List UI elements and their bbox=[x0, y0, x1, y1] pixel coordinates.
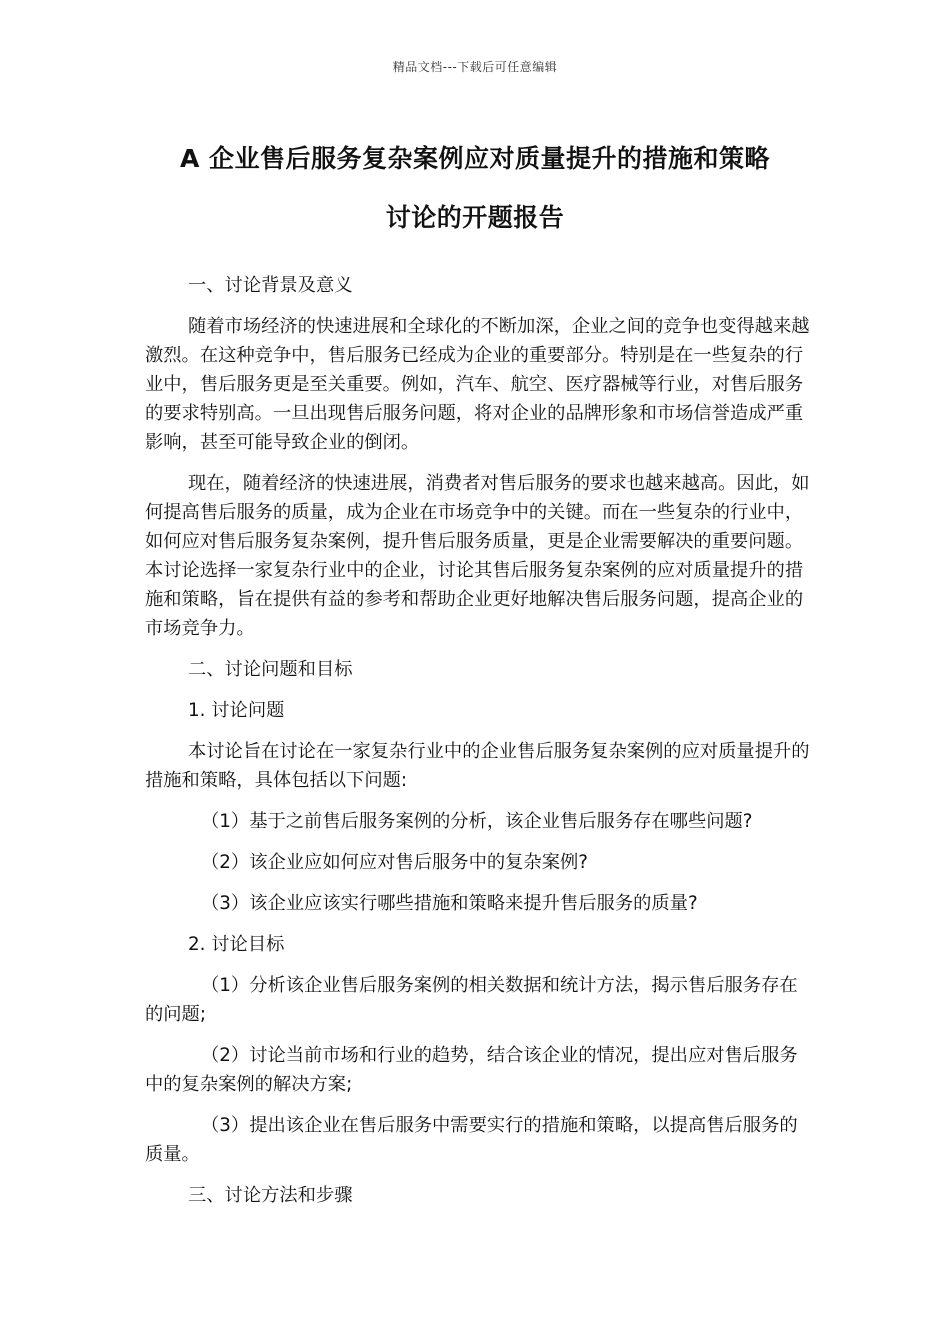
question-item: （3）该企业应该实行哪些措施和策略来提升售后服务的质量? bbox=[201, 893, 698, 914]
paragraph-questions-intro: 本讨论旨在讨论在一家复杂行业中的企业售后服务复杂案例的应对质量提升的措施和策略，具体包括以下问题: bbox=[145, 741, 810, 791]
document-body bbox=[145, 271, 813, 1222]
document-title-line-1: A 企业售后服务复杂案例应对质量提升的措施和策略 bbox=[179, 144, 771, 173]
header-note: 精品文档---下载后可任意编辑 bbox=[392, 60, 558, 74]
document-title-line-2: 讨论的开题报告 bbox=[385, 203, 565, 232]
question-item: （2）该企业应如何应对售后服务中的复杂案例? bbox=[201, 852, 588, 873]
goal-item: （3）提出该企业在售后服务中需要实行的措施和策略，以提高售后服务的质量。 bbox=[145, 1115, 798, 1165]
goal-item: （1）分析该企业售后服务案例的相关数据和统计方法，揭示售后服务存在的问题; bbox=[145, 975, 798, 1025]
section-heading-background: 一、讨论背景及意义 bbox=[188, 275, 353, 296]
question-item: （1）基于之前售后服务案例的分析，该企业售后服务存在哪些问题? bbox=[201, 811, 753, 832]
section-heading-questions-goals: 二、讨论问题和目标 bbox=[188, 659, 353, 680]
paragraph-background-2: 现在，随着经济的快速进展，消费者对售后服务的要求也越来越高。因此，如何提高售后服务的质量，成为企业在市场竞争中的关键。而在一些复杂的行业中，如何应对售后服务复杂案例，提升售后服务质量，更是企业需要解决的重要问题。本讨论选择一家复杂行业中的企业，讨论其售后服务复杂案例的应对质量提升的措施和策略，旨在提供有益的参考和帮助企业更好地解决售后服务问题，提高企业的市场竞争力。 bbox=[145, 473, 810, 639]
paragraph-background-1: 随着市场经济的快速进展和全球化的不断加深，企业之间的竞争也变得越来越激烈。在这种竞争中，售后服务已经成为企业的重要部分。特别是在一些复杂的行业中，售后服务更是至关重要。例如，汽车、航空、医疗器械等行业，对售后服务的要求特别高。一旦出现售后服务问题，将对企业的品牌形象和市场信誉造成严重影响，甚至可能导致企业的倒闭。 bbox=[145, 316, 810, 453]
section-heading-methods: 三、讨论方法和步骤 bbox=[188, 1185, 353, 1206]
goal-item: （2）讨论当前市场和行业的趋势，结合该企业的情况，提出应对售后服务中的复杂案例的解决方案; bbox=[145, 1045, 798, 1095]
subheading-goals: 2. 讨论目标 bbox=[188, 934, 285, 955]
subheading-questions: 1. 讨论问题 bbox=[188, 700, 285, 721]
